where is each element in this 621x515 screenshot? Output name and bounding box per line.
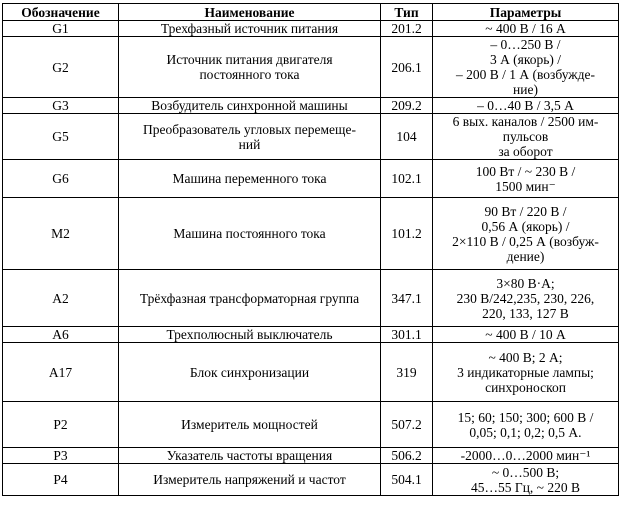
row-designation: G2 xyxy=(3,37,119,98)
table-row xyxy=(3,160,619,198)
row-designation: M2 xyxy=(3,198,119,270)
table-row xyxy=(3,402,619,448)
row-designation: A2 xyxy=(3,270,119,327)
row-designation: P3 xyxy=(3,448,119,464)
row-type: 209.2 xyxy=(381,98,433,114)
table-row xyxy=(3,464,619,496)
row-name: Блок синхронизации xyxy=(119,343,381,402)
row-type: 504.1 xyxy=(381,464,433,496)
row-type: 506.2 xyxy=(381,448,433,464)
row-name: Трехфазный источник питания xyxy=(119,21,381,37)
equipment-table xyxy=(2,3,619,496)
row-parameters: 3×80 В·А; 230 В/242,235, 230, 226, 220, 133, 127 В xyxy=(433,270,619,327)
table-row xyxy=(3,198,619,270)
row-parameters: 90 Вт / 220 В / 0,56 А (якорь) / 2×110 В / 0,25 А (возбуж- дение) xyxy=(433,198,619,270)
table-row xyxy=(3,37,619,98)
row-name: Машина постоянного тока xyxy=(119,198,381,270)
table-row xyxy=(3,448,619,464)
row-parameters: ~ 400 В / 16 А xyxy=(433,21,619,37)
row-parameters: 100 Вт / ~ 230 В / 1500 мин⁻ xyxy=(433,160,619,198)
table-body xyxy=(3,21,619,496)
row-designation: A17 xyxy=(3,343,119,402)
row-parameters: -2000…0…2000 мин⁻¹ xyxy=(433,448,619,464)
row-type: 101.2 xyxy=(381,198,433,270)
row-parameters: ~ 400 В; 2 А; 3 индикаторные лампы; синхроноскоп xyxy=(433,343,619,402)
header-parameters: Параметры xyxy=(433,4,619,21)
row-type: 301.1 xyxy=(381,327,433,343)
header-name: Наименование xyxy=(119,4,381,21)
row-type: 206.1 xyxy=(381,37,433,98)
header-type: Тип xyxy=(381,4,433,21)
row-designation: P4 xyxy=(3,464,119,496)
row-name: Источник питания двигателя постоянного тока xyxy=(119,37,381,98)
row-designation: G5 xyxy=(3,114,119,160)
table-row xyxy=(3,343,619,402)
row-designation: G3 xyxy=(3,98,119,114)
table-row xyxy=(3,98,619,114)
row-type: 102.1 xyxy=(381,160,433,198)
row-name: Трёхфазная трансформаторная группа xyxy=(119,270,381,327)
row-designation: G1 xyxy=(3,21,119,37)
row-name: Преобразователь угловых перемеще- ний xyxy=(119,114,381,160)
row-parameters: ~ 0…500 В; 45…55 Гц, ~ 220 В xyxy=(433,464,619,496)
row-parameters: 6 вых. каналов / 2500 им- пульсов за оборот xyxy=(433,114,619,160)
row-name: Машина переменного тока xyxy=(119,160,381,198)
row-designation: G6 xyxy=(3,160,119,198)
row-name: Трехполюсный выключатель xyxy=(119,327,381,343)
row-designation: A6 xyxy=(3,327,119,343)
row-type: 319 xyxy=(381,343,433,402)
table-row xyxy=(3,327,619,343)
row-type: 104 xyxy=(381,114,433,160)
row-parameters: 15; 60; 150; 300; 600 В / 0,05; 0,1; 0,2; 0,5 А. xyxy=(433,402,619,448)
row-name: Возбудитель синхронной машины xyxy=(119,98,381,114)
header-designation: Обозначение xyxy=(3,4,119,21)
row-type: 507.2 xyxy=(381,402,433,448)
row-name: Измеритель мощностей xyxy=(119,402,381,448)
header-row xyxy=(3,4,619,21)
row-designation: P2 xyxy=(3,402,119,448)
table-row xyxy=(3,270,619,327)
row-parameters: – 0…40 В / 3,5 А xyxy=(433,98,619,114)
row-name: Указатель частоты вращения xyxy=(119,448,381,464)
row-name: Измеритель напряжений и частот xyxy=(119,464,381,496)
row-type: 201.2 xyxy=(381,21,433,37)
row-parameters: ~ 400 В / 10 А xyxy=(433,327,619,343)
table-row xyxy=(3,21,619,37)
row-type: 347.1 xyxy=(381,270,433,327)
table-row xyxy=(3,114,619,160)
row-parameters: – 0…250 В / 3 А (якорь) / – 200 В / 1 А (возбужде- ние) xyxy=(433,37,619,98)
